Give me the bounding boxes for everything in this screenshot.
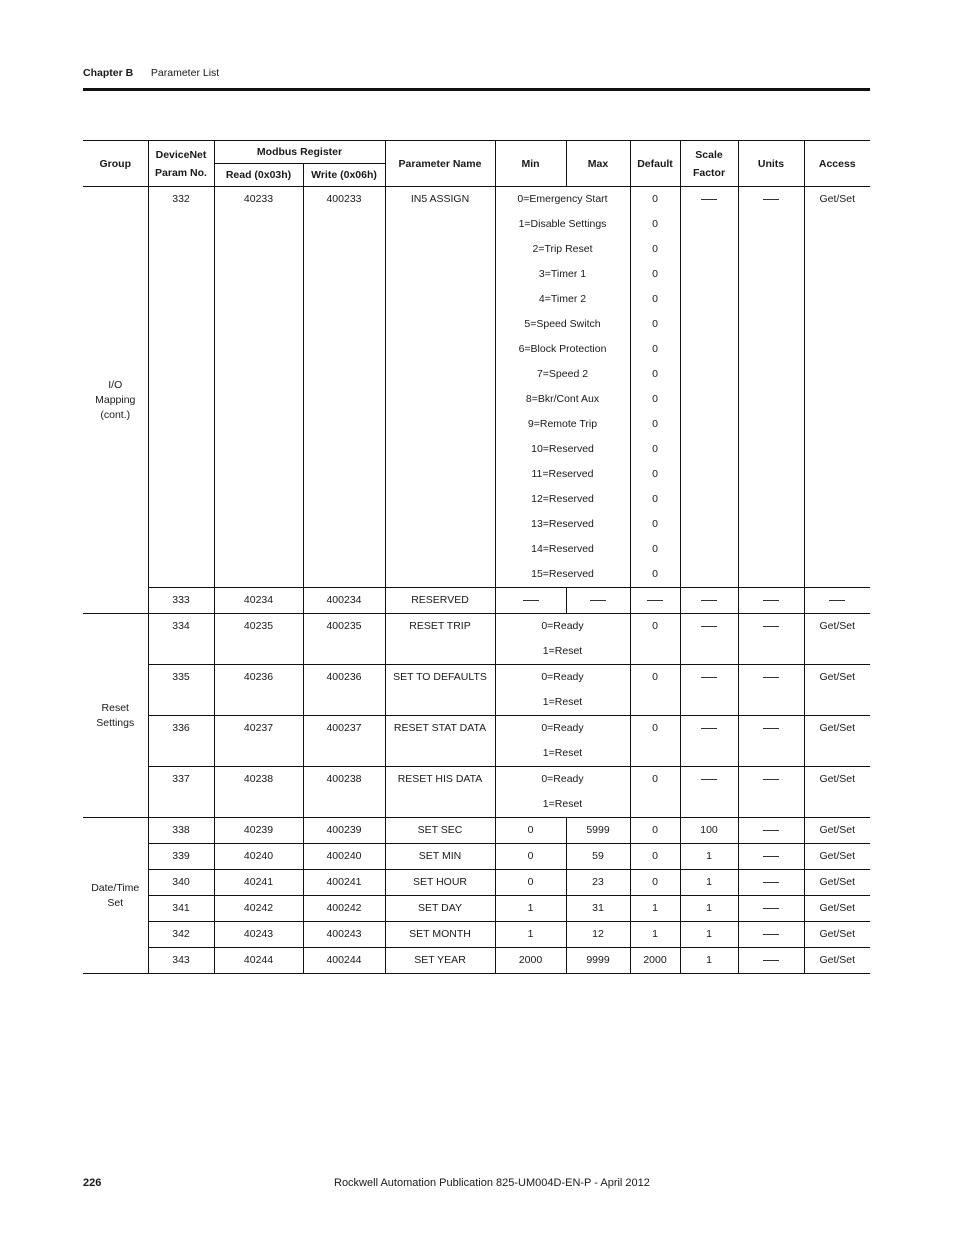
option-list xyxy=(495,614,630,665)
default: 1 xyxy=(630,922,680,948)
dash-mark xyxy=(647,600,663,601)
max: 31 xyxy=(566,896,630,922)
write-register: 400237 xyxy=(303,716,385,767)
default: 0 xyxy=(630,844,680,870)
param-no: 341 xyxy=(148,896,214,922)
read-register: 40237 xyxy=(214,716,303,767)
write-register: 400242 xyxy=(303,896,385,922)
option-label: 4=Timer 2 xyxy=(538,293,587,305)
access: Get/Set xyxy=(804,767,870,818)
dash-mark xyxy=(701,677,717,678)
default-value: 0 xyxy=(652,493,658,505)
group-io-mapping: I/O Mapping (cont.) xyxy=(83,187,148,614)
min: 1 xyxy=(495,922,566,948)
param-name: SET HOUR xyxy=(385,870,495,896)
default-value: 0 xyxy=(652,468,658,480)
col-devicenet: DeviceNet Param No. xyxy=(148,141,214,187)
units xyxy=(738,588,804,614)
col-access: Access xyxy=(804,141,870,187)
default: 0 xyxy=(630,818,680,844)
write-register: 400238 xyxy=(303,767,385,818)
group-reset-settings: Reset Settings xyxy=(83,614,148,818)
dash-mark xyxy=(701,728,717,729)
write-register: 400244 xyxy=(303,948,385,974)
default-value: 0 xyxy=(652,318,658,330)
dash-mark xyxy=(763,830,779,831)
read-register: 40233 xyxy=(214,187,303,588)
scale-factor xyxy=(680,767,738,818)
dash-mark xyxy=(701,779,717,780)
param-name: SET TO DEFAULTS xyxy=(385,665,495,716)
param-no: 335 xyxy=(148,665,214,716)
param-no: 337 xyxy=(148,767,214,818)
access: Get/Set xyxy=(804,665,870,716)
units xyxy=(738,844,804,870)
read-register: 40238 xyxy=(214,767,303,818)
units xyxy=(738,665,804,716)
default: 0 xyxy=(630,716,680,767)
scale-factor: 1 xyxy=(680,896,738,922)
dash-mark xyxy=(763,199,779,200)
max: 5999 xyxy=(566,818,630,844)
table-row xyxy=(83,870,870,896)
min: 2000 xyxy=(495,948,566,974)
param-name: RESET TRIP xyxy=(385,614,495,665)
option-label: 1=Reset xyxy=(542,645,583,657)
param-no: 340 xyxy=(148,870,214,896)
option-label: 14=Reserved xyxy=(531,543,594,555)
option-label: 0=Ready xyxy=(541,620,584,632)
default: 0 xyxy=(630,767,680,818)
access: Get/Set xyxy=(804,896,870,922)
write-register: 400234 xyxy=(303,588,385,614)
dash-mark xyxy=(763,600,779,601)
option-list xyxy=(495,767,630,818)
scale-factor xyxy=(680,588,738,614)
write-register: 400239 xyxy=(303,818,385,844)
max xyxy=(566,588,630,614)
table-row xyxy=(83,716,870,767)
col-param-name: Parameter Name xyxy=(385,141,495,187)
chapter-label: Chapter B xyxy=(83,67,134,79)
col-modbus: Modbus Register xyxy=(214,141,385,164)
col-read: Read (0x03h) xyxy=(214,164,303,187)
access: Get/Set xyxy=(804,187,870,588)
default-value: 0 xyxy=(652,418,658,430)
default-value: 0 xyxy=(652,218,658,230)
running-header xyxy=(83,67,219,79)
param-no: 332 xyxy=(148,187,214,588)
units xyxy=(738,922,804,948)
option-list xyxy=(495,187,630,588)
read-register: 40244 xyxy=(214,948,303,974)
default-value: 0 xyxy=(652,368,658,380)
option-label: 15=Reserved xyxy=(531,568,594,580)
write-register: 400240 xyxy=(303,844,385,870)
param-no: 339 xyxy=(148,844,214,870)
write-register: 400236 xyxy=(303,665,385,716)
dash-mark xyxy=(701,199,717,200)
param-name: RESERVED xyxy=(385,588,495,614)
read-register: 40241 xyxy=(214,870,303,896)
dash-mark xyxy=(763,856,779,857)
option-label: 13=Reserved xyxy=(531,518,594,530)
read-register: 40242 xyxy=(214,896,303,922)
option-label: 12=Reserved xyxy=(531,493,594,505)
publication-info: Rockwell Automation Publication 825-UM004D-EN-P - April 2012 xyxy=(334,1177,650,1189)
option-label: 11=Reserved xyxy=(531,468,594,480)
dash-mark xyxy=(763,882,779,883)
units xyxy=(738,870,804,896)
units xyxy=(738,716,804,767)
option-label: 5=Speed Switch xyxy=(524,318,601,330)
dash-mark xyxy=(590,600,606,601)
dash-mark xyxy=(763,908,779,909)
param-name: SET MONTH xyxy=(385,922,495,948)
option-label: 1=Reset xyxy=(542,696,583,708)
dash-mark xyxy=(763,934,779,935)
default: 0 xyxy=(630,665,680,716)
param-name: RESET HIS DATA xyxy=(385,767,495,818)
min: 0 xyxy=(495,844,566,870)
option-label: 1=Reset xyxy=(542,798,583,810)
param-name: RESET STAT DATA xyxy=(385,716,495,767)
group-date-time-set: Date/Time Set xyxy=(83,818,148,974)
option-label: 9=Remote Trip xyxy=(527,418,598,430)
option-label: 7=Speed 2 xyxy=(536,368,589,380)
scale-factor: 1 xyxy=(680,922,738,948)
table-row xyxy=(83,588,870,614)
scale-factor xyxy=(680,614,738,665)
access: Get/Set xyxy=(804,614,870,665)
option-label: 1=Disable Settings xyxy=(518,218,607,230)
col-max: Max xyxy=(566,141,630,187)
param-name: SET MIN xyxy=(385,844,495,870)
dash-mark xyxy=(701,600,717,601)
option-label: 8=Bkr/Cont Aux xyxy=(525,393,600,405)
default xyxy=(630,588,680,614)
default-value: 0 xyxy=(652,343,658,355)
max: 23 xyxy=(566,870,630,896)
max: 9999 xyxy=(566,948,630,974)
table-row xyxy=(83,844,870,870)
default-value: 0 xyxy=(652,293,658,305)
col-group: Group xyxy=(83,141,148,187)
access: Get/Set xyxy=(804,948,870,974)
default: 2000 xyxy=(630,948,680,974)
dash-mark xyxy=(523,600,539,601)
default-value: 0 xyxy=(652,393,658,405)
scale-factor xyxy=(680,716,738,767)
table-row xyxy=(83,187,870,588)
param-name: IN5 ASSIGN xyxy=(385,187,495,588)
param-no: 334 xyxy=(148,614,214,665)
option-list xyxy=(495,665,630,716)
read-register: 40240 xyxy=(214,844,303,870)
units xyxy=(738,948,804,974)
units xyxy=(738,767,804,818)
default-value: 0 xyxy=(652,518,658,530)
read-register: 40239 xyxy=(214,818,303,844)
default-value: 0 xyxy=(652,568,658,580)
default-value: 0 xyxy=(652,243,658,255)
header-row xyxy=(83,141,870,164)
dash-mark xyxy=(763,728,779,729)
param-name: SET DAY xyxy=(385,896,495,922)
min: 0 xyxy=(495,870,566,896)
default: 1 xyxy=(630,896,680,922)
table-row xyxy=(83,818,870,844)
write-register: 400235 xyxy=(303,614,385,665)
write-register: 400241 xyxy=(303,870,385,896)
scale-factor: 1 xyxy=(680,870,738,896)
col-default: Default xyxy=(630,141,680,187)
dash-mark xyxy=(763,677,779,678)
option-label: 0=Ready xyxy=(541,773,584,785)
access: Get/Set xyxy=(804,716,870,767)
access: Get/Set xyxy=(804,922,870,948)
table-row xyxy=(83,665,870,716)
page-number: 226 xyxy=(83,1177,102,1189)
table-row xyxy=(83,767,870,818)
units xyxy=(738,818,804,844)
max: 59 xyxy=(566,844,630,870)
param-no: 333 xyxy=(148,588,214,614)
col-min: Min xyxy=(495,141,566,187)
option-label: 2=Trip Reset xyxy=(532,243,593,255)
option-defaults xyxy=(630,187,680,588)
scale-factor: 1 xyxy=(680,844,738,870)
table-row xyxy=(83,896,870,922)
scale-factor xyxy=(680,187,738,588)
access xyxy=(804,588,870,614)
param-name: SET YEAR xyxy=(385,948,495,974)
default-value: 0 xyxy=(652,193,658,205)
dash-mark xyxy=(763,779,779,780)
dash-mark xyxy=(763,960,779,961)
scale-factor: 1 xyxy=(680,948,738,974)
parameter-table xyxy=(83,140,870,974)
write-register: 400243 xyxy=(303,922,385,948)
table-row xyxy=(83,948,870,974)
option-label: 0=Emergency Start xyxy=(517,193,608,205)
read-register: 40235 xyxy=(214,614,303,665)
header-rule xyxy=(83,88,870,91)
option-label: 6=Block Protection xyxy=(518,343,607,355)
param-no: 342 xyxy=(148,922,214,948)
access: Get/Set xyxy=(804,818,870,844)
option-label: 3=Timer 1 xyxy=(538,268,587,280)
dash-mark xyxy=(763,626,779,627)
units xyxy=(738,896,804,922)
default-value: 0 xyxy=(652,543,658,555)
param-no: 338 xyxy=(148,818,214,844)
param-name: SET SEC xyxy=(385,818,495,844)
dash-mark xyxy=(829,600,845,601)
param-no: 343 xyxy=(148,948,214,974)
table-row xyxy=(83,922,870,948)
write-register: 400233 xyxy=(303,187,385,588)
default: 0 xyxy=(630,870,680,896)
access: Get/Set xyxy=(804,870,870,896)
units xyxy=(738,614,804,665)
default: 0 xyxy=(630,614,680,665)
param-no: 336 xyxy=(148,716,214,767)
option-label: 0=Ready xyxy=(541,722,584,734)
default-value: 0 xyxy=(652,443,658,455)
default-value: 0 xyxy=(652,268,658,280)
read-register: 40236 xyxy=(214,665,303,716)
read-register: 40234 xyxy=(214,588,303,614)
col-units: Units xyxy=(738,141,804,187)
section-label: Parameter List xyxy=(150,67,220,79)
table-row xyxy=(83,614,870,665)
option-list xyxy=(495,716,630,767)
read-register: 40243 xyxy=(214,922,303,948)
dash-mark xyxy=(701,626,717,627)
min xyxy=(495,588,566,614)
option-label: 0=Ready xyxy=(541,671,584,683)
col-write: Write (0x06h) xyxy=(303,164,385,187)
option-label: 10=Reserved xyxy=(531,443,594,455)
min: 0 xyxy=(495,818,566,844)
option-label: 1=Reset xyxy=(542,747,583,759)
scale-factor xyxy=(680,665,738,716)
col-scale-factor: Scale Factor xyxy=(680,141,738,187)
scale-factor: 100 xyxy=(680,818,738,844)
units xyxy=(738,187,804,588)
access: Get/Set xyxy=(804,844,870,870)
max: 12 xyxy=(566,922,630,948)
min: 1 xyxy=(495,896,566,922)
